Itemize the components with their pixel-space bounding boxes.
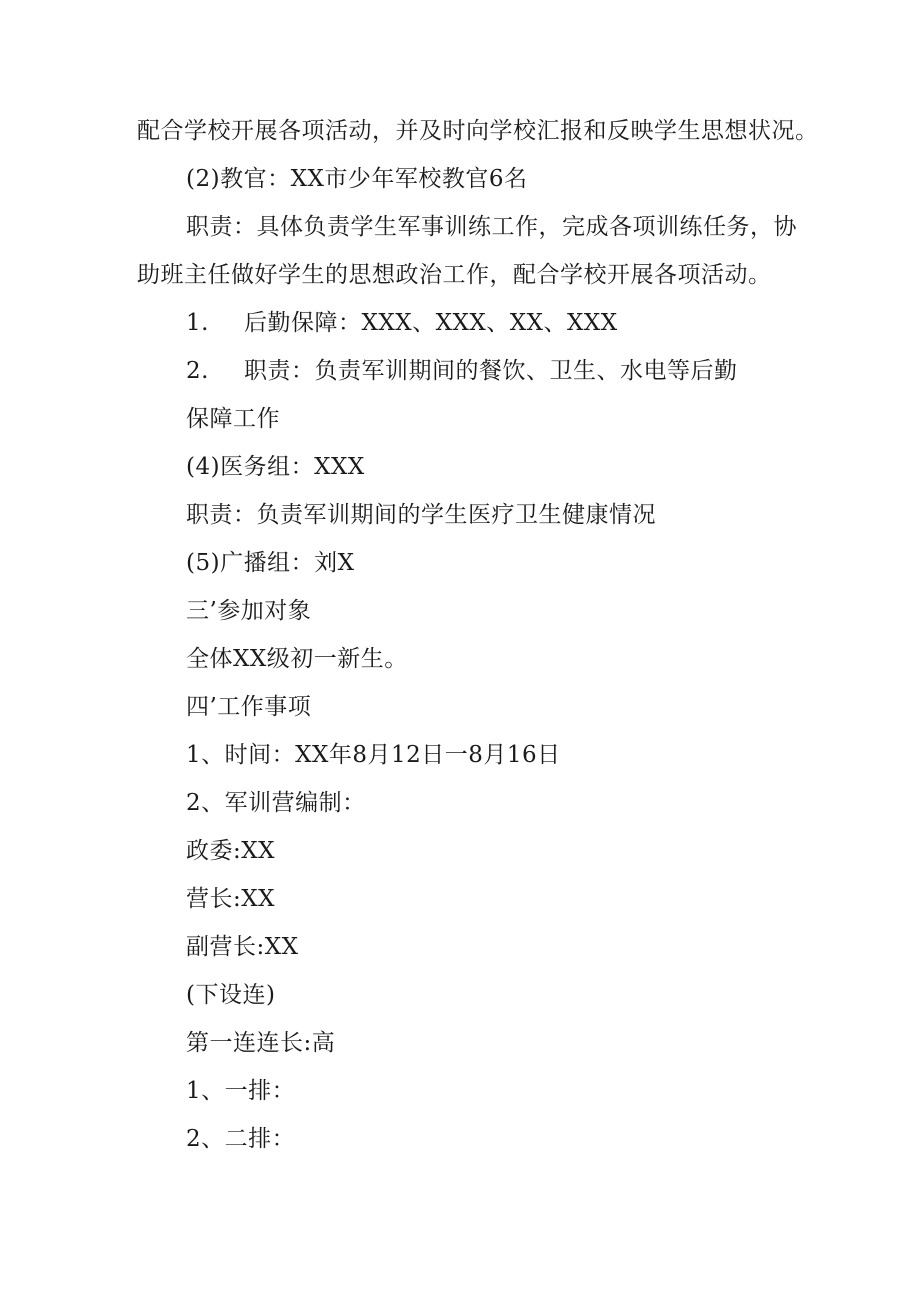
paragraph-line: 配合学校开展各项活动，并及时向学校汇报和反映学生思想状况。 — [137, 118, 819, 144]
section-heading-participants: 三’参加对象 — [186, 598, 312, 624]
list-item-1 — [186, 308, 618, 338]
list-item-2 — [186, 356, 738, 386]
paragraph-line: 助班主任做好学生的思想政治工作，配合学校开展各项活动。 — [137, 262, 772, 288]
section-heading-instructors: (2)教官：XX市少年军校教官6名 — [186, 166, 528, 192]
paragraph-line: 1、时间：XX年8月12日一8月16日 — [186, 742, 561, 768]
section-heading-broadcast: (5)广播组：刘X — [186, 550, 355, 576]
paragraph-line: 全体XX级初一新生。 — [186, 646, 408, 672]
paragraph-line: 政委:XX — [186, 838, 275, 864]
list-item-text: 职责：负责军训期间的餐饮、卫生、水电等后勤 — [244, 358, 738, 384]
section-heading-work-items: 四’工作事项 — [186, 694, 312, 720]
paragraph-line: 职责：负责军训期间的学生医疗卫生健康情况 — [186, 502, 656, 528]
section-heading-medical: (4)医务组：XXX — [186, 454, 365, 480]
paragraph-line: 1、一排： — [186, 1078, 296, 1104]
paragraph-line: 营长:XX — [186, 886, 275, 912]
paragraph-line: 保障工作 — [186, 406, 280, 432]
paragraph-line: 2、军训营编制： — [186, 790, 366, 816]
paragraph-line: 副营长:XX — [186, 934, 299, 960]
list-number: 1. — [186, 310, 209, 336]
list-item-text: 后勤保障：XXX、XXX、XX、XXX — [244, 310, 618, 336]
paragraph-line: (下设连) — [186, 982, 276, 1008]
paragraph-line: 第一连连长:高 — [186, 1030, 336, 1056]
paragraph-line: 职责：具体负责学生军事训练工作，完成各项训练任务，协 — [186, 214, 797, 240]
paragraph-line: 2、二排： — [186, 1126, 296, 1152]
list-number: 2. — [186, 358, 209, 384]
